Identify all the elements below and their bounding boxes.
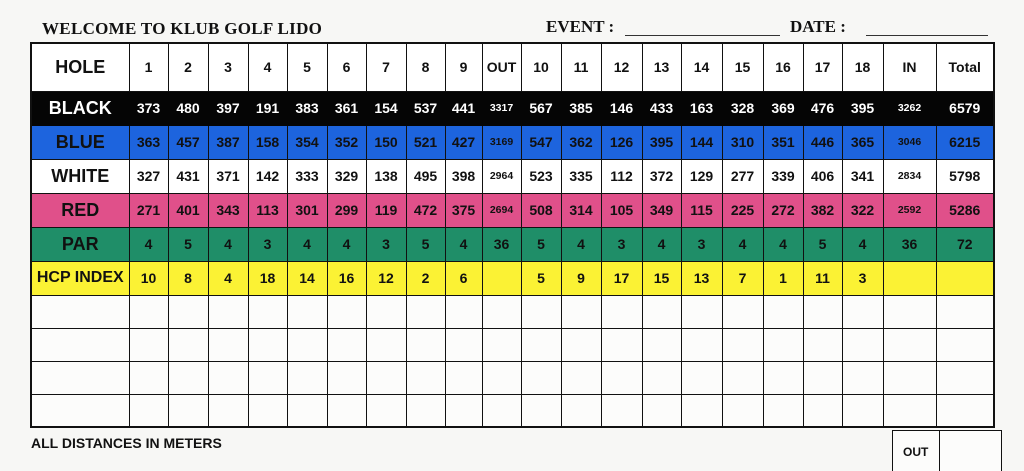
score-entry-row-cell[interactable] xyxy=(803,295,842,328)
score-entry-row-cell[interactable] xyxy=(642,394,681,427)
score-entry-row-cell[interactable] xyxy=(482,361,521,394)
score-entry-row-cell[interactable] xyxy=(642,361,681,394)
score-entry-row-cell[interactable] xyxy=(482,328,521,361)
tee-row-blue-cell: 547 xyxy=(521,125,561,159)
tee-row-black-cell: 480 xyxy=(168,91,208,125)
score-entry-row-cell[interactable] xyxy=(248,361,287,394)
score-entry-row-cell[interactable] xyxy=(366,295,406,328)
tee-row-blue-cell: 3046 xyxy=(883,125,936,159)
score-entry-row-cell[interactable] xyxy=(521,394,561,427)
par-row-cell: 4 xyxy=(722,227,763,261)
score-entry-row-cell[interactable] xyxy=(445,394,482,427)
score-entry-row xyxy=(31,295,994,328)
tee-row-black-cell: 146 xyxy=(601,91,642,125)
tee-row-blue-cell: 446 xyxy=(803,125,842,159)
tee-row-black-cell: 567 xyxy=(521,91,561,125)
tee-row-red-cell: 2592 xyxy=(883,193,936,227)
scorecard-table xyxy=(30,42,995,428)
tee-row-blue-cell: 158 xyxy=(248,125,287,159)
score-entry-row-cell[interactable] xyxy=(327,328,366,361)
score-entry-row-cell[interactable] xyxy=(722,295,763,328)
tee-row-black-cell: 328 xyxy=(722,91,763,125)
hcp-index-row-cell: 16 xyxy=(327,261,366,295)
hole-row-cell: 7 xyxy=(366,43,406,91)
tee-row-white-cell: 112 xyxy=(601,159,642,193)
hcp-index-row-cell: 14 xyxy=(287,261,327,295)
hcp-index-row-cell: 1 xyxy=(763,261,803,295)
tee-row-white-cell: 371 xyxy=(208,159,248,193)
tee-row-red-cell: 375 xyxy=(445,193,482,227)
tee-row-black-cell: 3262 xyxy=(883,91,936,125)
score-entry-row-cell[interactable] xyxy=(521,295,561,328)
tee-row-red-cell: 343 xyxy=(208,193,248,227)
score-entry-row-cell[interactable] xyxy=(287,295,327,328)
out-total-value-box xyxy=(940,430,1002,471)
tee-row-blue-cell: 354 xyxy=(287,125,327,159)
tee-row-red-cell: 472 xyxy=(406,193,445,227)
tee-row-blue-cell: 457 xyxy=(168,125,208,159)
hcp-index-row-cell: 10 xyxy=(129,261,168,295)
tee-row-red-cell: 105 xyxy=(601,193,642,227)
tee-row-black-label: BLACK xyxy=(31,91,129,125)
tee-row-white-cell: 335 xyxy=(561,159,601,193)
hole-row-cell: 3 xyxy=(208,43,248,91)
tee-row-white-cell: 341 xyxy=(842,159,883,193)
score-entry-row-cell[interactable] xyxy=(561,295,601,328)
par-row-cell: 4 xyxy=(129,227,168,261)
hole-row-cell: 15 xyxy=(722,43,763,91)
date-field-line xyxy=(866,35,988,36)
score-entry-row-cell[interactable] xyxy=(601,361,642,394)
tee-row-white-cell: 406 xyxy=(803,159,842,193)
tee-row-black-cell: 383 xyxy=(287,91,327,125)
hole-row-cell: 6 xyxy=(327,43,366,91)
tee-row-red-cell: 382 xyxy=(803,193,842,227)
par-row-cell: 36 xyxy=(883,227,936,261)
score-entry-row-cell[interactable] xyxy=(681,328,722,361)
hcp-index-row-cell: 11 xyxy=(803,261,842,295)
par-row-cell: 5 xyxy=(803,227,842,261)
hcp-index-row-cell: 13 xyxy=(681,261,722,295)
par-row-cell: 4 xyxy=(445,227,482,261)
tee-row-white-cell: 495 xyxy=(406,159,445,193)
tee-row-red-cell: 2694 xyxy=(482,193,521,227)
tee-row-red-cell: 314 xyxy=(561,193,601,227)
hole-row-cell: 17 xyxy=(803,43,842,91)
score-entry-row-cell[interactable] xyxy=(366,394,406,427)
score-entry-row-cell[interactable] xyxy=(681,394,722,427)
par-row-cell: 4 xyxy=(287,227,327,261)
score-entry-row-cell[interactable] xyxy=(681,295,722,328)
tee-row-black-cell: 537 xyxy=(406,91,445,125)
tee-row-blue-label: BLUE xyxy=(31,125,129,159)
score-entry-row-cell[interactable] xyxy=(406,361,445,394)
hole-row-cell: 1 xyxy=(129,43,168,91)
par-row-cell: 4 xyxy=(561,227,601,261)
tee-row-white-cell: 142 xyxy=(248,159,287,193)
score-entry-row-cell[interactable] xyxy=(445,361,482,394)
date-label: DATE : xyxy=(790,17,846,36)
score-entry-row-cell[interactable] xyxy=(601,295,642,328)
score-entry-row-cell[interactable] xyxy=(168,295,208,328)
hole-row-cell: Total xyxy=(936,43,994,91)
par-row-cell: 5 xyxy=(168,227,208,261)
tee-row-white-cell: 2964 xyxy=(482,159,521,193)
hole-row-cell: 2 xyxy=(168,43,208,91)
out-total-box xyxy=(892,430,940,471)
tee-row-red-cell: 119 xyxy=(366,193,406,227)
hcp-index-row-cell: 17 xyxy=(601,261,642,295)
score-entry-row-cell[interactable] xyxy=(936,328,994,361)
score-entry-row-cell[interactable] xyxy=(287,361,327,394)
tee-row-white-cell: 431 xyxy=(168,159,208,193)
tee-row-red-cell: 401 xyxy=(168,193,208,227)
tee-row-red-cell: 322 xyxy=(842,193,883,227)
score-entry-row-cell[interactable] xyxy=(168,328,208,361)
tee-row-white-cell: 329 xyxy=(327,159,366,193)
hole-row-cell: 18 xyxy=(842,43,883,91)
score-entry-row-cell[interactable] xyxy=(842,361,883,394)
hole-row-cell: 13 xyxy=(642,43,681,91)
score-entry-row-cell[interactable] xyxy=(129,361,168,394)
tee-row-red-cell: 113 xyxy=(248,193,287,227)
tee-row-white-cell: 339 xyxy=(763,159,803,193)
hole-row-cell: OUT xyxy=(482,43,521,91)
score-entry-row-cell[interactable] xyxy=(129,394,168,427)
hole-row-cell: 10 xyxy=(521,43,561,91)
tee-row-black-cell: 476 xyxy=(803,91,842,125)
hcp-index-row-cell: 15 xyxy=(642,261,681,295)
par-row-cell: 3 xyxy=(248,227,287,261)
tee-row-black-cell: 6579 xyxy=(936,91,994,125)
hole-row-cell: 16 xyxy=(763,43,803,91)
par-row-cell: 4 xyxy=(842,227,883,261)
score-entry-row-cell[interactable] xyxy=(168,394,208,427)
score-entry-row-cell[interactable] xyxy=(642,328,681,361)
hole-row-cell: 14 xyxy=(681,43,722,91)
score-entry-row-cell[interactable] xyxy=(601,394,642,427)
hole-row xyxy=(31,43,994,91)
club-title: WELCOME TO KLUB GOLF LIDO xyxy=(42,19,323,38)
score-entry-row-cell[interactable] xyxy=(406,295,445,328)
hcp-index-row-cell: 7 xyxy=(722,261,763,295)
score-entry-row-cell[interactable] xyxy=(722,394,763,427)
score-entry-row-cell[interactable] xyxy=(521,361,561,394)
score-entry-row-cell[interactable] xyxy=(482,295,521,328)
score-entry-row-cell[interactable] xyxy=(248,328,287,361)
tee-row-red-cell: 301 xyxy=(287,193,327,227)
event-label: EVENT : xyxy=(546,17,615,36)
tee-row-white-cell: 2834 xyxy=(883,159,936,193)
tee-row-black-cell: 373 xyxy=(129,91,168,125)
score-entry-row-cell[interactable] xyxy=(883,394,936,427)
par-row-label: PAR xyxy=(31,227,129,261)
par-row-cell: 3 xyxy=(601,227,642,261)
score-entry-row-label xyxy=(31,394,129,427)
par-row-cell: 3 xyxy=(366,227,406,261)
tee-row-white-cell: 277 xyxy=(722,159,763,193)
score-entry-row-cell[interactable] xyxy=(803,328,842,361)
tee-row-red xyxy=(31,193,994,227)
hcp-index-row-cell xyxy=(482,261,521,295)
score-entry-row-cell[interactable] xyxy=(722,328,763,361)
tee-row-blue-cell: 352 xyxy=(327,125,366,159)
tee-row-blue-cell: 363 xyxy=(129,125,168,159)
scorecard-header xyxy=(0,0,1024,42)
score-entry-row-cell[interactable] xyxy=(561,361,601,394)
score-entry-row-label xyxy=(31,328,129,361)
tee-row-blue-cell: 3169 xyxy=(482,125,521,159)
hcp-index-row-cell: 4 xyxy=(208,261,248,295)
score-entry-row-cell[interactable] xyxy=(883,328,936,361)
score-entry-row-cell[interactable] xyxy=(803,394,842,427)
score-entry-row-cell[interactable] xyxy=(287,328,327,361)
tee-row-black-cell: 385 xyxy=(561,91,601,125)
score-entry-row-cell[interactable] xyxy=(445,328,482,361)
par-row-cell: 3 xyxy=(681,227,722,261)
hcp-index-row-label: HCP INDEX xyxy=(31,261,129,295)
hcp-index-row-cell: 9 xyxy=(561,261,601,295)
par-row-cell: 4 xyxy=(642,227,681,261)
tee-row-blue-cell: 365 xyxy=(842,125,883,159)
score-entry-row-label xyxy=(31,295,129,328)
score-entry-row-cell[interactable] xyxy=(763,295,803,328)
tee-row-red-cell: 508 xyxy=(521,193,561,227)
tee-row-blue-cell: 362 xyxy=(561,125,601,159)
out-total-label: OUT xyxy=(903,445,929,459)
hcp-index-row xyxy=(31,261,994,295)
score-entry-row-cell[interactable] xyxy=(681,361,722,394)
score-entry-row-label xyxy=(31,361,129,394)
tee-row-blue xyxy=(31,125,994,159)
score-entry-row-cell[interactable] xyxy=(936,394,994,427)
tee-row-white-cell: 129 xyxy=(681,159,722,193)
score-entry-row-cell[interactable] xyxy=(248,295,287,328)
hcp-index-row-cell: 12 xyxy=(366,261,406,295)
par-row-cell: 5 xyxy=(406,227,445,261)
tee-row-red-cell: 299 xyxy=(327,193,366,227)
score-entry-row-cell[interactable] xyxy=(129,328,168,361)
event-field-line xyxy=(625,35,780,36)
tee-row-white xyxy=(31,159,994,193)
score-entry-row-cell[interactable] xyxy=(168,361,208,394)
tee-row-blue-cell: 6215 xyxy=(936,125,994,159)
tee-row-red-cell: 225 xyxy=(722,193,763,227)
tee-row-black-cell: 395 xyxy=(842,91,883,125)
hole-row-cell: 9 xyxy=(445,43,482,91)
score-entry-row xyxy=(31,361,994,394)
par-row-cell: 72 xyxy=(936,227,994,261)
score-entry-row-cell[interactable] xyxy=(803,361,842,394)
hole-row-cell: 8 xyxy=(406,43,445,91)
hole-row-label: HOLE xyxy=(31,43,129,91)
score-entry-row-cell[interactable] xyxy=(936,295,994,328)
tee-row-red-label: RED xyxy=(31,193,129,227)
hole-row-cell: 11 xyxy=(561,43,601,91)
score-entry-row-cell[interactable] xyxy=(208,361,248,394)
tee-row-blue-cell: 351 xyxy=(763,125,803,159)
score-entry-row-cell[interactable] xyxy=(208,295,248,328)
score-entry-row-cell[interactable] xyxy=(561,394,601,427)
score-entry-row-cell[interactable] xyxy=(287,394,327,427)
hcp-index-row-cell: 5 xyxy=(521,261,561,295)
tee-row-blue-cell: 427 xyxy=(445,125,482,159)
score-entry-row-cell[interactable] xyxy=(601,328,642,361)
score-entry-row-cell[interactable] xyxy=(208,328,248,361)
tee-row-blue-cell: 310 xyxy=(722,125,763,159)
tee-row-black-cell: 191 xyxy=(248,91,287,125)
score-entry-row-cell[interactable] xyxy=(763,361,803,394)
hcp-index-row-cell: 3 xyxy=(842,261,883,295)
par-row xyxy=(31,227,994,261)
score-entry-row-cell[interactable] xyxy=(208,394,248,427)
score-entry-row-cell[interactable] xyxy=(327,295,366,328)
tee-row-black-cell: 433 xyxy=(642,91,681,125)
hole-row-cell: 5 xyxy=(287,43,327,91)
tee-row-blue-cell: 126 xyxy=(601,125,642,159)
score-entry-row-cell[interactable] xyxy=(406,394,445,427)
score-entry-row-cell[interactable] xyxy=(327,394,366,427)
score-entry-row-cell[interactable] xyxy=(366,361,406,394)
score-entry-row-cell[interactable] xyxy=(883,295,936,328)
par-row-cell: 36 xyxy=(482,227,521,261)
score-entry-row-cell[interactable] xyxy=(722,361,763,394)
tee-row-white-cell: 523 xyxy=(521,159,561,193)
tee-row-white-label: WHITE xyxy=(31,159,129,193)
score-entry-row-cell[interactable] xyxy=(482,394,521,427)
score-entry-row xyxy=(31,328,994,361)
tee-row-blue-cell: 387 xyxy=(208,125,248,159)
tee-row-black-cell: 3317 xyxy=(482,91,521,125)
tee-row-blue-cell: 395 xyxy=(642,125,681,159)
score-entry-row-cell[interactable] xyxy=(366,328,406,361)
hole-row-cell: 12 xyxy=(601,43,642,91)
score-entry-row-cell[interactable] xyxy=(248,394,287,427)
tee-row-white-cell: 398 xyxy=(445,159,482,193)
tee-row-black xyxy=(31,91,994,125)
tee-row-white-cell: 5798 xyxy=(936,159,994,193)
score-entry-row-cell[interactable] xyxy=(842,328,883,361)
score-entry-row-cell[interactable] xyxy=(763,328,803,361)
hcp-index-row-cell: 18 xyxy=(248,261,287,295)
score-entry-row-cell[interactable] xyxy=(327,361,366,394)
score-entry-row xyxy=(31,394,994,427)
tee-row-blue-cell: 150 xyxy=(366,125,406,159)
score-entry-row-cell[interactable] xyxy=(763,394,803,427)
par-row-cell: 4 xyxy=(763,227,803,261)
tee-row-white-cell: 327 xyxy=(129,159,168,193)
tee-row-black-cell: 369 xyxy=(763,91,803,125)
hole-row-cell: IN xyxy=(883,43,936,91)
score-entry-row-cell[interactable] xyxy=(406,328,445,361)
par-row-cell: 4 xyxy=(208,227,248,261)
tee-row-black-cell: 441 xyxy=(445,91,482,125)
score-entry-row-cell[interactable] xyxy=(561,328,601,361)
score-entry-row-cell[interactable] xyxy=(521,328,561,361)
distances-note: ALL DISTANCES IN METERS xyxy=(31,435,222,451)
score-entry-row-cell[interactable] xyxy=(129,295,168,328)
par-row-cell: 4 xyxy=(327,227,366,261)
tee-row-black-cell: 361 xyxy=(327,91,366,125)
hcp-index-row-cell xyxy=(883,261,936,295)
score-entry-row-cell[interactable] xyxy=(936,361,994,394)
hcp-index-row-cell xyxy=(936,261,994,295)
hcp-index-row-cell: 6 xyxy=(445,261,482,295)
tee-row-white-cell: 372 xyxy=(642,159,681,193)
hole-row-cell: 4 xyxy=(248,43,287,91)
tee-row-red-cell: 271 xyxy=(129,193,168,227)
tee-row-white-cell: 333 xyxy=(287,159,327,193)
score-entry-row-cell[interactable] xyxy=(642,295,681,328)
score-entry-row-cell[interactable] xyxy=(842,295,883,328)
tee-row-black-cell: 154 xyxy=(366,91,406,125)
score-entry-row-cell[interactable] xyxy=(445,295,482,328)
score-entry-row-cell[interactable] xyxy=(842,394,883,427)
tee-row-black-cell: 397 xyxy=(208,91,248,125)
hcp-index-row-cell: 8 xyxy=(168,261,208,295)
par-row-cell: 5 xyxy=(521,227,561,261)
tee-row-black-cell: 163 xyxy=(681,91,722,125)
hcp-index-row-cell: 2 xyxy=(406,261,445,295)
score-entry-row-cell[interactable] xyxy=(883,361,936,394)
tee-row-blue-cell: 144 xyxy=(681,125,722,159)
tee-row-white-cell: 138 xyxy=(366,159,406,193)
tee-row-red-cell: 5286 xyxy=(936,193,994,227)
tee-row-red-cell: 115 xyxy=(681,193,722,227)
tee-row-blue-cell: 521 xyxy=(406,125,445,159)
tee-row-red-cell: 272 xyxy=(763,193,803,227)
tee-row-red-cell: 349 xyxy=(642,193,681,227)
